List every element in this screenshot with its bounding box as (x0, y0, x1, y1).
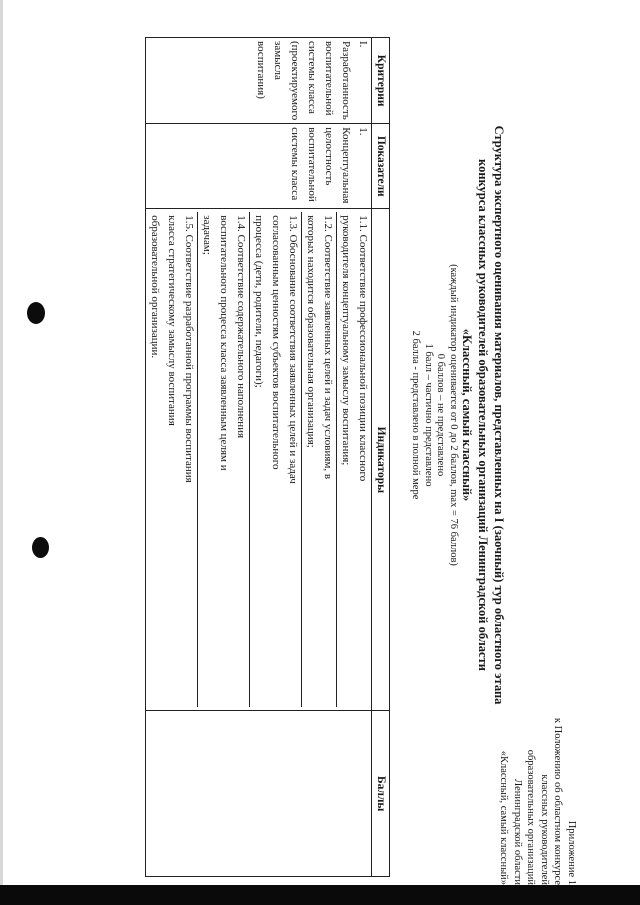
rotated-document-page (40, 15, 600, 895)
header-criteria: Критерии (372, 38, 390, 124)
indicators-cell (146, 209, 372, 711)
appendix-note (497, 645, 578, 885)
table-row (146, 38, 372, 877)
indicator-group-cell (146, 124, 372, 209)
indicator-group-line: целостность (323, 127, 335, 186)
criterion-line: системы класса (306, 41, 318, 114)
scan-edge-shade (0, 0, 3, 905)
indicator-line: 1.5. Соответствие разработанной программы воспитания (183, 215, 195, 483)
criterion-line: воспитания) (255, 41, 267, 99)
scoring-line: 2 балла - представлено в полной мере (410, 330, 422, 500)
appendix-line: Ленинградской области (512, 779, 523, 885)
indicator-line: согласованным ценностям субъектов воспитательного (270, 215, 282, 470)
criterion-line: замысла (272, 41, 284, 80)
scoring-rules (409, 55, 459, 775)
indicator-line: 1.3. Обоснование соответствия заявленных целей и задач (287, 215, 299, 484)
appendix-line: Приложение 1 (566, 820, 577, 885)
indicator-line: 1.2. Соответствие заявленных целей и задач условиям, в (322, 215, 334, 480)
indicator-item (301, 212, 336, 707)
indicator-line: воспитательного процесса класса заявленным целям и (218, 215, 230, 471)
indicator-item (146, 212, 197, 707)
indicator-group-line: 1. Концептуальная (340, 127, 369, 204)
scoring-line: (каждый индикатор оценивается от 0 до 2 баллов, max = 76 баллов) (448, 264, 459, 566)
header-points: Баллы (372, 711, 390, 877)
table-header-row (372, 38, 390, 877)
appendix-line: «Классный, самый классный» (498, 750, 510, 885)
title-line: Структура экспертного оценивания материалов, представленных на I (заочный) тур областного этапа (492, 125, 506, 705)
indicator-line: класса стратегическому замыслу воспитания (166, 215, 178, 426)
criterion-line: воспитательной (323, 41, 335, 116)
document-title (459, 55, 507, 775)
indicator-item (249, 212, 301, 707)
header-indicator-groups: Показатели (372, 124, 390, 209)
indicator-group-line: системы класса (289, 127, 301, 201)
criterion-line: (проектируемого (289, 41, 301, 121)
title-line: «Классный, самый классный» (460, 328, 474, 502)
indicator-line: 1.4. Соответствие содержательного наполнения (235, 215, 247, 439)
appendix-line: классных руководителей (539, 774, 550, 885)
header-indicators: Индикаторы (372, 209, 390, 711)
indicator-line: которых находится образовательная организация; (305, 215, 317, 448)
appendix-line: образовательных организаций (525, 749, 537, 885)
appendix-line: к Положению об областном конкурсе (552, 717, 564, 885)
indicator-line: руководителя концептуальному замыслу воспитания; (340, 215, 352, 466)
indicator-group-line: воспитательной (306, 127, 318, 202)
evaluation-table (145, 37, 390, 877)
indicator-line: образовательной организации. (149, 215, 161, 359)
criterion-line: I. Разработанность (340, 41, 369, 120)
indicator-line: процесса (дети, родители, педагоги); (253, 215, 265, 388)
indicator-item (336, 212, 371, 707)
title-line: конкурса классных руководителей образовательных организаций Ленинградской области (476, 159, 490, 671)
indicator-item (197, 212, 249, 707)
scoring-line: 1 балл – частично представлено (423, 343, 434, 487)
criterion-cell (146, 38, 372, 124)
points-cell (146, 711, 372, 877)
indicator-line: задачам; (201, 215, 213, 255)
indicator-line: 1.1. Соответствие профессиональной позиции классного (357, 215, 369, 482)
scoring-line: 0 баллов – не представлено (435, 353, 447, 477)
